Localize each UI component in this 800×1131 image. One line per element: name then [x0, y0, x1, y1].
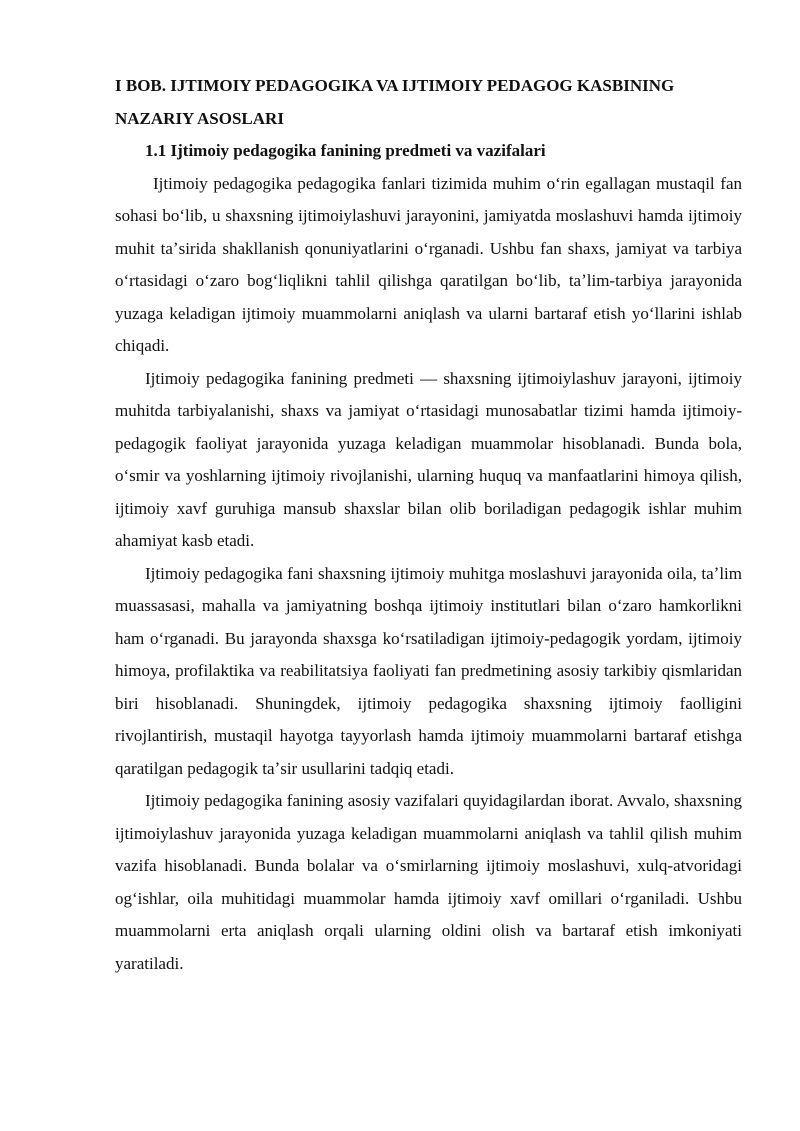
paragraph: Ijtimoiy pedagogika fanining asosiy vazifalari quyidagilardan iborat. Avvalo, shaxsning ijtimoiylashuv jarayonida yuzaga keladigan muammolarni aniqlash va tahlil qilish muhim vazifa hisoblanadi. Bunda bolalar va oʻsmirlarning ijtimoiy moslashuvi, xulq-atvoridagi ogʻishlar, oila muhitidagi muammolar hamda ijtimoiy xavf omillari oʻrganiladi. Ushbu muammolarni erta aniqlash orqali ularning oldini olish va bartaraf etish imkoniyati yaratiladi. [115, 791, 742, 973]
section-title: 1.1 Ijtimoiy pedagogika fanining predmeti va vazifalari [145, 141, 546, 160]
chapter-title: I BOB. IJTIMOIY PEDAGOGIKA VA IJTIMOIY PEDAGOG KASBINING NAZARIY ASOSLARI [115, 76, 675, 128]
paragraph: Ijtimoiy pedagogika pedagogika fanlari tizimida muhim oʻrin egallagan mustaqil fan sohasi boʻlib, u shaxsning ijtimoiylashuvi jarayonini, jamiyatda moslashuvi hamda ijtimoiy muhit taʼsirida shakllanish qonuniyatlarini oʻrganadi. Ushbu fan shaxs, jamiyat va tarbiya oʻrtasidagi oʻzaro bogʻliqlikni tahlil qilishga qaratilgan boʻlib, taʼlim-tarbiya jarayonida yuzaga keladigan ijtimoiy muammolarni aniqlash va ularni bartaraf etish yoʻllarini ishlab chiqadi. [115, 173, 742, 355]
paragraph: Ijtimoiy pedagogika fanining predmeti — shaxsning ijtimoiylashuv jarayoni, ijtimoiy muhitda tarbiyalanishi, shaxs va jamiyat oʻrtasidagi munosabatlar tizimi hamda ijtimoiy-pedagogik faoliyat jarayonida yuzaga keladigan muammolar hisoblanadi. Bunda bola, oʻsmir va yoshlarning ijtimoiy rivojlanishi, ularning huquq va manfaatlarini himoya qilish, ijtimoiy xavf guruhiga mansub shaxslar bilan olib boriladigan pedagogik ishlar muhim ahamiyat kasb etadi. [115, 368, 742, 550]
document-page [115, 70, 742, 980]
paragraph: Ijtimoiy pedagogika fani shaxsning ijtimoiy muhitga moslashuvi jarayonida oila, taʼlim muassasasi, mahalla va jamiyatning boshqa ijtimoiy institutlari bilan oʻzaro hamkorlikni ham oʻrganadi. Bu jarayonda shaxsga koʻrsatiladigan ijtimoiy-pedagogik yordam, ijtimoiy himoya, profilaktika va reabilitatsiya faoliyati fan predmetining asosiy tarkibiy qismlaridan biri hisoblanadi. Shuningdek, ijtimoiy pedagogika shaxsning ijtimoiy faolligini rivojlantirish, mustaqil hayotga tayyorlash hamda ijtimoiy muammolarni bartaraf etishga qaratilgan pedagogik taʼsir usullarini tadqiq etadi. [115, 563, 742, 778]
